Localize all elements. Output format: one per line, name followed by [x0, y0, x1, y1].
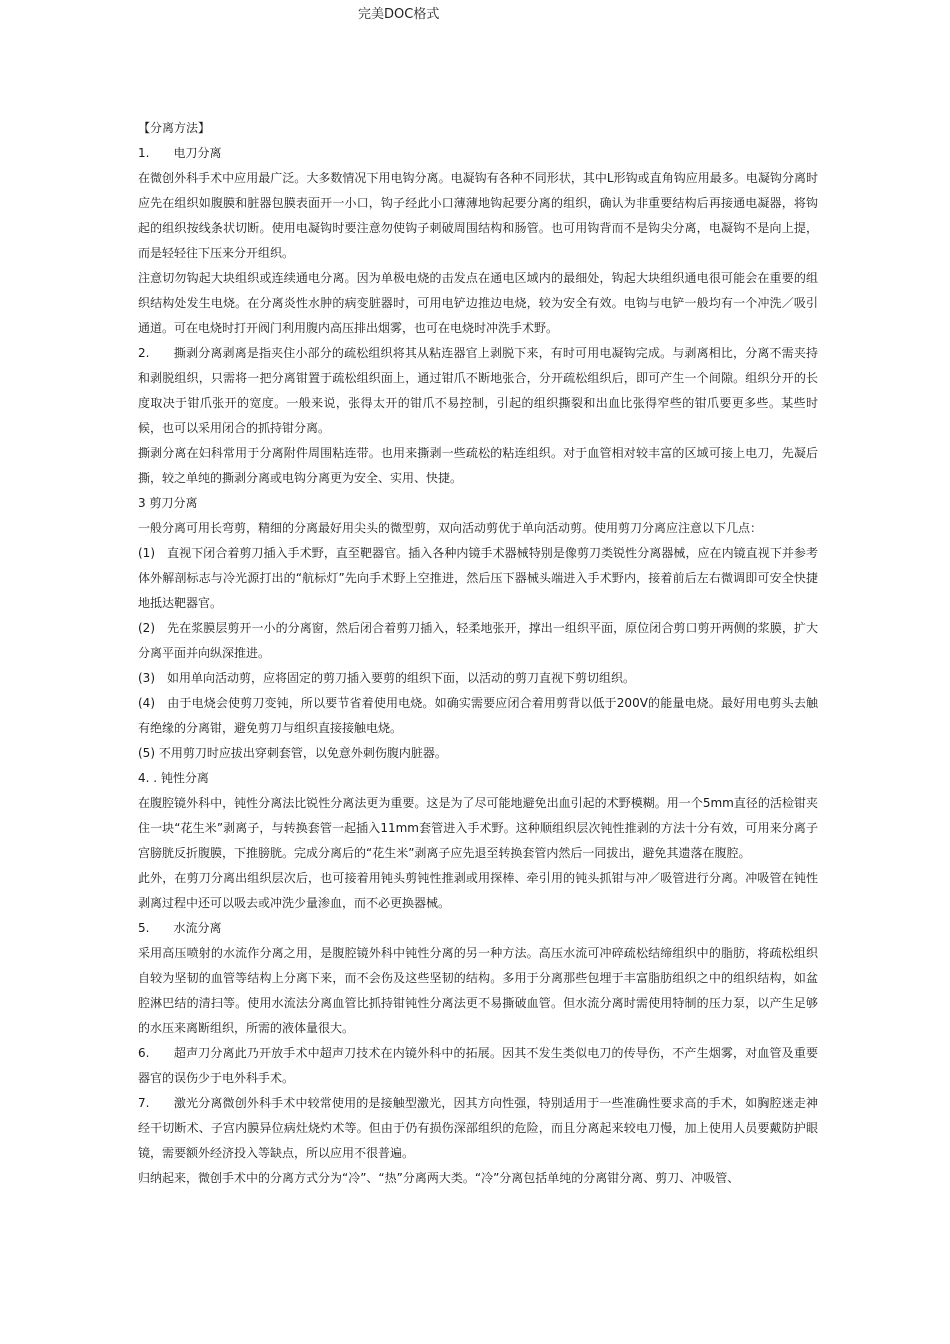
paragraph: 6. 超声刀分离此乃开放手术中超声刀技术在内镜外科中的拓展。因其不发生类似电刀的传导伤，不产生烟雾，对血管及重要器官的误伤少于电外科手术。 — [138, 1046, 818, 1085]
page-header: 完美DOC格式 — [358, 7, 440, 22]
paragraph: 一般分离可用长弯剪，精细的分离最好用尖头的微型剪，双向活动剪优于单向活动剪。使用剪刀分离应注意以下几点： — [138, 521, 763, 535]
paragraph: 5. 水流分离 — [138, 921, 222, 935]
paragraph: 1. 电刀分离 — [138, 146, 222, 160]
paragraph: 4. . 钝性分离 — [138, 771, 209, 785]
paragraph: 2. 撕剥分离剥离是指夹住小部分的疏松组织将其从粘连器官上剥脱下来，有时可用电凝钩完成。与剥离相比，分离不需夹持和剥脱组织，只需将一把分离钳置于疏松组织面上，通过钳爪不断地张合，分开疏松组织后，即可产生一个间隙。组织分开的长度取决于钳爪张开的宽度。一般来说，张得太开的钳爪不易控制，引起的组织撕裂和出血比张得窄些的钳爪要更多些。某些时候，也可以采用闭合的抓持钳分离。 — [138, 346, 818, 435]
paragraph: 采用高压喷射的水流作分离之用，是腹腔镜外科中钝性分离的另一种方法。高压水流可冲碎疏松结缔组织中的脂肪，将疏松组织自较为坚韧的血管等结构上分离下来，而不会伤及这些坚韧的结构。多用于分离那些包埋于丰富脂肪组织之中的组织结构，如盆腔淋巴结的清扫等。使用水流法分离血管比抓持钳钝性分离法更不易撕破血管。但水流分离时需使用特制的压力泵，以产生足够的水压来离断组织，所需的液体量很大。 — [138, 946, 818, 1035]
paragraph: (5) 不用剪刀时应拔出穿刺套管，以免意外刺伤腹内脏器。 — [138, 746, 447, 760]
paragraph: 归纳起来，微创手术中的分离方式分为“冷”、“热”分离两大类。“冷”分离包括单纯的分离钳分离、剪刀、冲吸管、 — [138, 1171, 740, 1185]
section-title: 【分离方法】 — [138, 121, 211, 135]
paragraph: 撕剥分离在妇科常用于分离附件周围粘连带。也用来撕剥一些疏松的粘连组织。对于血管相对较丰富的区域可接上电刀，先凝后撕，较之单纯的撕剥分离或电钩分离更为安全、实用、快捷。 — [138, 446, 818, 485]
paragraph-list — [138, 141, 818, 1191]
paragraph: 在腹腔镜外科中，钝性分离法比锐性分离法更为重要。这是为了尽可能地避免出血引起的术野模糊。用一个5mm直径的活检钳夹住一块“花生米”剥离子，与转换套管一起插入11mm套管进入手术野。这种顺组织层次钝性推剥的方法十分有效，可用来分离子宫膀胱反折腹膜，下推膀胱。完成分离后的“花生米”剥离子应先退至转换套管内然后一同拔出，避免其遗落在腹腔。 — [138, 796, 818, 860]
paragraph: 在微创外科手术中应用最广泛。大多数情况下用电钩分离。电凝钩有各种不同形状，其中L形钩或直角钩应用最多。电凝钩分离时应先在组织如腹膜和脏器包膜表面开一小口，钩子经此小口薄薄地钩起要分离的组织，确认为非重要结构后再接通电凝器，将钩起的组织按线条状切断。使用电凝钩时要注意勿使钩子刺破周围结构和肠管。也可用钩背而不是钩尖分离，电凝钩不是向上提，而是轻轻往下压来分开组织。 — [138, 171, 818, 260]
paragraph: 此外，在剪刀分离出组织层次后，也可接着用钝头剪钝性推剥或用探棒、牵引用的钝头抓钳与冲／吸管进行分离。冲吸管在钝性剥离过程中还可以吸去或冲洗少量渗血，而不必更换器械。 — [138, 871, 818, 910]
paragraph: 7. 激光分离微创外科手术中较常使用的是接触型激光，因其方向性强，特别适用于一些准确性要求高的手术，如胸腔迷走神经干切断术、子宫内膜异位病灶烧灼术等。但由于仍有损伤深部组织的危险，而且分离起来较电刀慢，加上使用人员要戴防护眼镜，需要额外经济投入等缺点，所以应用不很普遍。 — [138, 1096, 818, 1160]
paragraph: 3 剪刀分离 — [138, 496, 198, 510]
paragraph: 注意切勿钩起大块组织或连续通电分离。因为单极电烧的击发点在通电区域内的最细处，钩起大块组织通电很可能会在重要的组织结构处发生电烧。在分离炎性水肿的病变脏器时，可用电铲边推边电烧，较为安全有效。电钩与电铲一般均有一个冲洗／吸引通道。可在电烧时打开阀门利用腹内高压排出烟雾，也可在电烧时冲洗手术野。 — [138, 271, 818, 335]
paragraph: (2) 先在浆膜层剪开一小的分离窗，然后闭合着剪刀插入，轻柔地张开，撑出一组织平面，原位闭合剪口剪开两侧的浆膜，扩大分离平面并向纵深推进。 — [138, 621, 818, 660]
paragraph: (1) 直视下闭合着剪刀插入手术野，直至靶器官。插入各种内镜手术器械特别是像剪刀类锐性分离器械，应在内镜直视下并参考体外解剖标志与冷光源打出的“航标灯”先向手术野上空推进，然后压下器械头端进入手术野内，接着前后左右微调即可安全快捷地抵达靶器官。 — [138, 546, 818, 610]
paragraph: (3) 如用单向活动剪，应将固定的剪刀插入要剪的组织下面，以活动的剪刀直视下剪切组织。 — [138, 671, 636, 685]
paragraph: (4) 由于电烧会使剪刀变钝，所以要节省着使用电烧。如确实需要应闭合着用剪背以低于200V的能量电烧。最好用电剪头去触有绝缘的分离钳，避免剪刀与组织直接接触电烧。 — [138, 696, 818, 735]
document-body — [138, 116, 818, 1191]
